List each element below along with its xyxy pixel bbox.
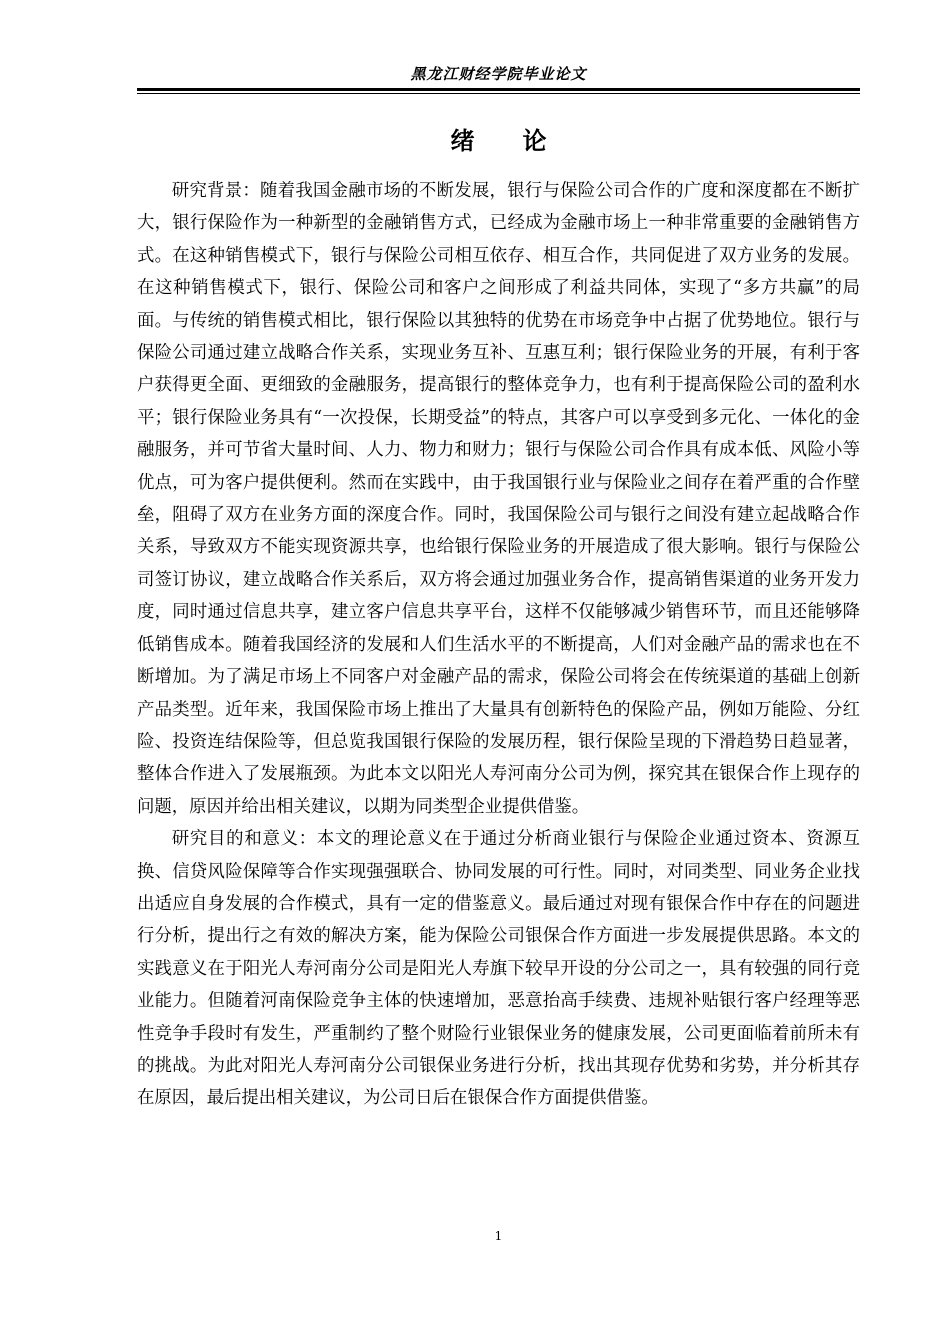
paragraph-research-background: 研究背景：随着我国金融市场的不断发展，银行与保险公司合作的广度和深度都在不断扩大，银行保险作为一种新型的金融销售方式，已经成为金融市场上一种非常重要的金融销售方式。在这种销售模式下，银行与保险公司相互依存、相互合作，共同促进了双方业务的发展。在这种销售模式下，银行、保险公司和客户之间形成了利益共同体，实现了“多方共赢”的局面。与传统的销售模式相比，银行保险以其独特的优势在市场竞争中占据了优势地位。银行与保险公司通过建立战略合作关系，实现业务互补、互惠互利；银行保险业务的开展，有利于客户获得更全面、更细致的金融服务，提高银行的整体竞争力，也有利于提高保险公司的盈利水平；银行保险业务具有“一次投保，长期受益”的特点，其客户可以享受到多元化、一体化的金融服务，并可节省大量时间、人力、物力和财力；银行与保险公司合作具有成本低、风险小等优点，可为客户提供便利。然而在实践中，由于我国银行业与保险业之间存在着严重的合作壁垒，阻碍了双方在业务方面的深度合作。同时，我国保险公司与银行之间没有建立起战略合作关系，导致双方不能实现资源共享，也给银行保险业务的开展造成了很大影响。银行与保险公司签订协议，建立战略合作关系后，双方将会通过加强业务合作，提高销售渠道的业务开发力度，同时通过信息共享，建立客户信息共享平台，这样不仅能够减少销售环节，而且还能够降低销售成本。随着我国经济的发展和人们生活水平的不断提高，人们对金融产品的需求也在不断增加。为了满足市场上不同客户对金融产品的需求，保险公司将会在传统渠道的基础上创新产品类型。近年来，我国保险市场上推出了大量具有创新特色的保险产品，例如万能险、分红险、投资连结保险等，但总览我国银行保险的发展历程，银行保险呈现的下滑趋势日趋显著，整体合作进入了发展瓶颈。为此本文以阳光人寿河南分公司为例，探究其在银保合作上现存的问题，原因并给出相关建议，以期为同类型企业提供借鉴。	[137, 181, 860, 817]
page-title: 绪论	[450, 126, 595, 155]
body-text	[137, 175, 860, 1115]
header-rule-thin	[137, 93, 860, 94]
running-header-title: 黑龙江财经学院毕业论文	[410, 65, 587, 83]
header-rule-thick	[137, 88, 860, 91]
page-number: 1	[494, 1229, 503, 1243]
paragraph-research-purpose: 研究目的和意义：本文的理论意义在于通过分析商业银行与保险企业通过资本、资源互换、信贷风险保障等合作实现强强联合、协同发展的可行性。同时，对同类型、同业务企业找出适应自身发展的合作模式，具有一定的借鉴意义。最后通过对现有银保合作中存在的问题进行分析，提出行之有效的解决方案，能为保险公司银保合作方面进一步发展提供思路。本文的实践意义在于阳光人寿河南分公司是阳光人寿旗下较早开设的分公司之一，具有较强的同行竞业能力。但随着河南保险竞争主体的快速增加，恶意抬高手续费、违规补贴银行客户经理等恶性竞争手段时有发生，严重制约了整个财险行业银保业务的健康发展，公司更面临着前所未有的挑战。为此对阳光人寿河南分公司银保业务进行分析，找出其现存优势和劣势，并分析其存在原因，最后提出相关建议，为公司日后在银保合作方面提供借鉴。	[137, 829, 860, 1109]
